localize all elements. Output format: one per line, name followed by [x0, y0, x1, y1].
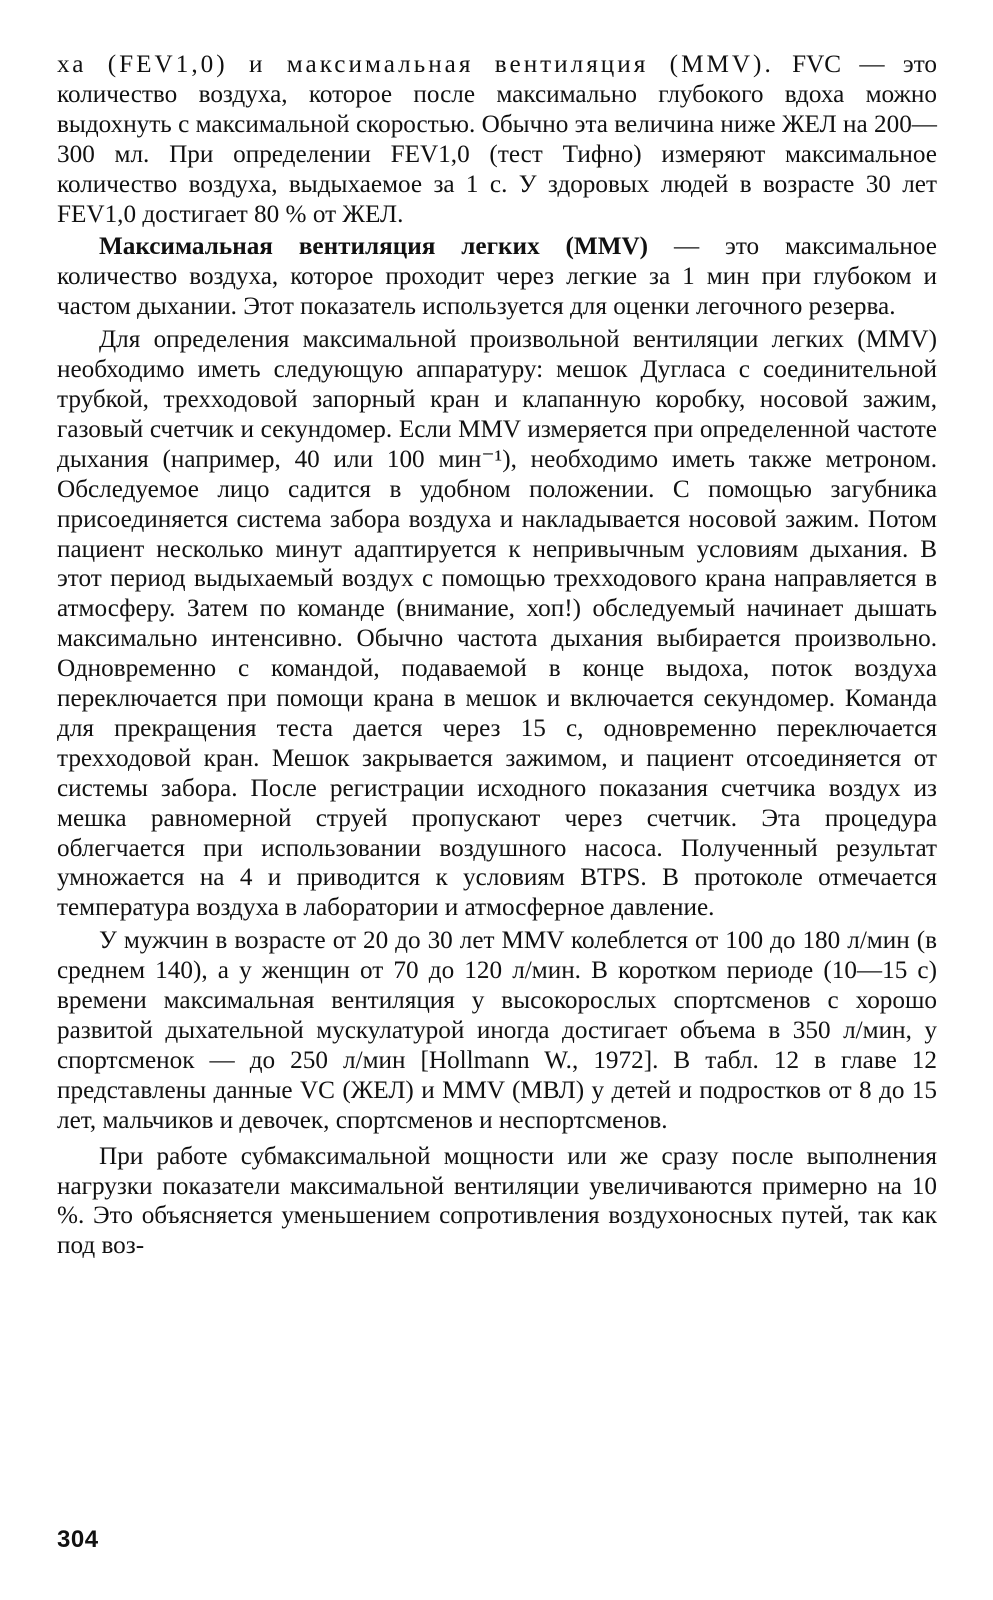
- paragraph-equipment-procedure: [57, 325, 937, 923]
- paragraph-normal-values: [57, 926, 937, 1135]
- bold-term: Максимальная вентиляция легких (MMV): [99, 233, 649, 261]
- paragraph-continuation: [57, 50, 937, 229]
- paragraph-submaximal-work: [57, 1142, 937, 1262]
- paragraph-text: — это максимальное количество воздуха, которое проходит через легкие за 1 мин при глубоком и частом дыхании. Этот показатель используется для оценки легочного резерва.: [57, 233, 937, 321]
- paragraph-text: Для определения максимальной произвольной вентиляции легких (MMV) необходимо иметь следующую аппаратуру: мешок Дугласа с соединительной трубкой, трехходовой запорный кран и клапанную коробку, носовой зажим, газовый счетчик и секундомер. Если MMV измеряется при определенной частоте дыхания (например, 40 или 100 мин⁻¹), необходимо иметь также метроном. Обследуемое лицо садится в удобном положении. С помощью загубника присоединяется система забора воздуха и накладывается носовой зажим. Потом пациент несколько минут адаптируется к непривычным условиям дыхания. В этот период выдыхаемый воздух с помощью трехходового крана направляется в атмосферу. Затем по команде (внимание, хоп!) обследуемый начинает дышать максимально интенсивно. Обычно частота дыхания выбирается произвольно. Одновременно с командой, подаваемой в конце выдоха, поток воздуха переключается при помощи крана в мешок и включается секундомер. Команда для прекращения теста дается через 15 с, одновременно переключается трехходовой кран. Мешок закрывается зажимом, и пациент отсоединяется от системы забора. После регистрации исходного показания счетчика воздух из мешка равномерной струей пропускают через счетчик. Эта процедура облегчается при использовании воздушного насоса. Полученный результат умножается на 4 и приводится к условиям BTPS. В протоколе отмечается температура воздуха в лаборатории и атмосферное давление.: [57, 326, 937, 922]
- spaced-lead-phrase: ха (FEV1,0) и максимальная вентиляция (MMV).: [57, 51, 774, 78]
- paragraph-mmv-definition: [57, 232, 937, 322]
- page-number: 304: [57, 1526, 99, 1553]
- page-text-block: [57, 50, 937, 1261]
- paragraph-text: У мужчин в возрасте от 20 до 30 лет MMV колеблется от 100 до 180 л/мин (в среднем 140), а у женщин от 70 до 120 л/мин. В коротком периоде (10—15 с) времени максимальная вентиляция у высокорослых спортсменов с хорошо развитой дыхательной мускулатурой иногда достигает объема в 350 л/мин, у спортсменок — до 250 л/мин [Hollmann W., 1972]. В табл. 12 в главе 12 представлены данные VC (ЖЕЛ) и MMV (МВЛ) у детей и подростков от 8 до 15 лет, мальчиков и девочек, спортсменов и неспортсменов.: [57, 927, 937, 1134]
- paragraph-text: FVC — это количество воздуха, которое после максимально глубокого вдоха можно выдохнуть с максимальной скоростью. Обычно эта величина ниже ЖЕЛ на 200—300 мл. При определении FEV1,0 (тест Тифно) измеряют максимальное количество воздуха, выдыхаемое за 1 с. У здоровых людей в возрасте 30 лет FEV1,0 достигает 80 % от ЖЕЛ.: [57, 51, 938, 228]
- paragraph-text: При работе субмаксимальной мощности или же сразу после выполнения нагрузки показатели максимальной вентиляции увеличиваются примерно на 10 %. Это объясняется уменьшением сопротивления воздухоносных путей, так как под воз-: [57, 1142, 937, 1260]
